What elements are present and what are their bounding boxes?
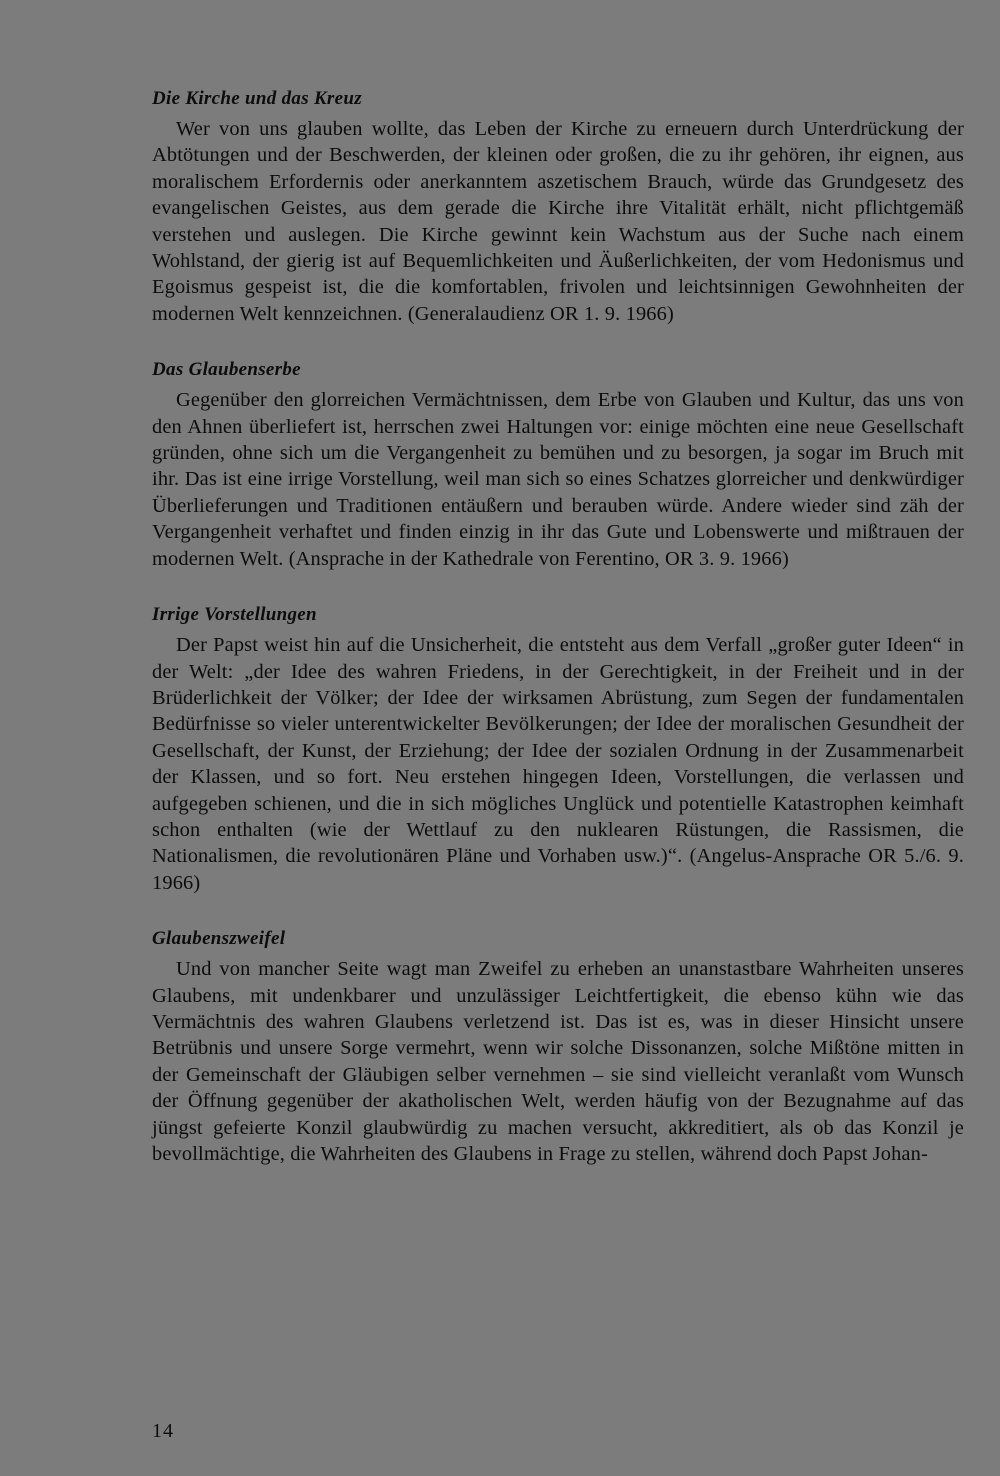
section-paragraph: Der Papst weist hin auf die Unsicherheit, die entsteht aus dem Verfall „großer guter Ideen“ in der Welt: „der Idee des wahren Friedens, in der Gerechtigkeit, in der Freiheit und in der Brüderlichkeit der Völker; der Idee der wirksamen Abrüstung, zum Segen der fundamentalen Bedürfnisse so vieler unterentwickelter Bevölkerungen; der Idee der moralischen Gesundheit der Gesellschaft, der Kunst, der Erziehung; der Idee der sozialen Ordnung in der Zusammenarbeit der Klassen, und so fort. Neu erstehen hingegen Ideen, Vorstellungen, die verlassen und aufgegeben schienen, und die in sich mögliches Unglück und potentielle Katastrophen keimhaft schon enthalten (wie der Wettlauf zu den nuklearen Rüstungen, die Rassismen, die Nationalismen, die revolutionären Pläne und Vorhaben usw.)“. (Angelus-Ansprache OR 5./6. 9. 1966) — [152, 634, 964, 894]
section-paragraph: Und von mancher Seite wagt man Zweifel zu erheben an unanstastbare Wahrheiten unseres Glaubens, mit undenkbarer und unzulässiger Leichtfertigkeit, die ebenso kühn wie das Vermächtnis des wahren Glaubens verletzend ist. Das ist es, was in dieser Hinsicht unsere Betrübnis und unsere Sorge vermehrt, wenn wir solche Dissonanzen, solche Mißtöne mitten in der Gemeinschaft der Gläubigen selber vernehmen – sie sind vielleicht veranlaßt vom Wunsch der Öffnung gegenüber der akatholischen Welt, werden häufig von der Bezugnahme auf das jüngst gefeierte Konzil glaubwürdig zu machen versucht, akkreditiert, als ob das Konzil je bevollmächtige, die Wahrheiten des Glaubens in Frage zu stellen, während doch Papst Johan- — [152, 958, 964, 1165]
section-irrige-vorstellungen — [152, 602, 964, 896]
section-title: Das Glaubenserbe — [152, 359, 301, 381]
section-glaubenszweifel — [152, 926, 964, 1167]
section-paragraph: Gegenüber den glorreichen Vermächtnissen, dem Erbe von Glauben und Kultur, das uns von den Ahnen überliefert ist, herrschen zwei Haltungen vor: einige möchten eine neue Gesellschaft gründen, ohne sich um die Vergangenheit zu bemühen und zu besorgen, ja sogar im Bruch mit ihr. Das ist eine irrige Vorstellung, weil man sich so eines Schatzes glorreicher und denkwürdiger Überlieferungen und Traditionen entäußern und berauben würde. Andere wieder sind zäh der Vergangenheit verhaftet und finden einzig in ihr das Gute und Lobenswerte und mißtrauen der modernen Welt. (Ansprache in der Kathedrale von Ferentino, OR 3. 9. 1966) — [152, 389, 964, 570]
section-paragraph: Wer von uns glauben wollte, das Leben der Kirche zu erneuern durch Unterdrückung der Abtötungen und der Beschwerden, der kleinen oder großen, die zu ihr gehören, ihr eignen, aus moralischem Erfordernis oder anerkanntem aszetischem Brauch, würde das Grundgesetz des evangelischen Geistes, aus dem gerade die Kirche ihre Vitalität erhält, nicht pflichtgemäß verstehen und auslegen. Die Kirche gewinnt kein Wachstum aus der Suche nach einem Wohlstand, der gierig ist auf Bequemlichkeiten und Äußerlichkeiten, der vom Hedonismus und Egoismus gespeist ist, die die komfortablen, frivolen und leichtsinnigen Gewohnheiten der modernen Welt kennzeichnen. (Generalaudienz OR 1. 9. 1966) — [152, 118, 964, 325]
section-kirche-kreuz — [152, 86, 964, 327]
text-column — [152, 86, 964, 1197]
section-title: Glaubenszweifel — [152, 928, 286, 950]
section-title: Irrige Vorstellungen — [152, 604, 317, 626]
section-title: Die Kirche und das Kreuz — [152, 88, 362, 109]
page-number: 14 — [152, 1420, 174, 1442]
section-glaubenserbe — [152, 357, 964, 572]
